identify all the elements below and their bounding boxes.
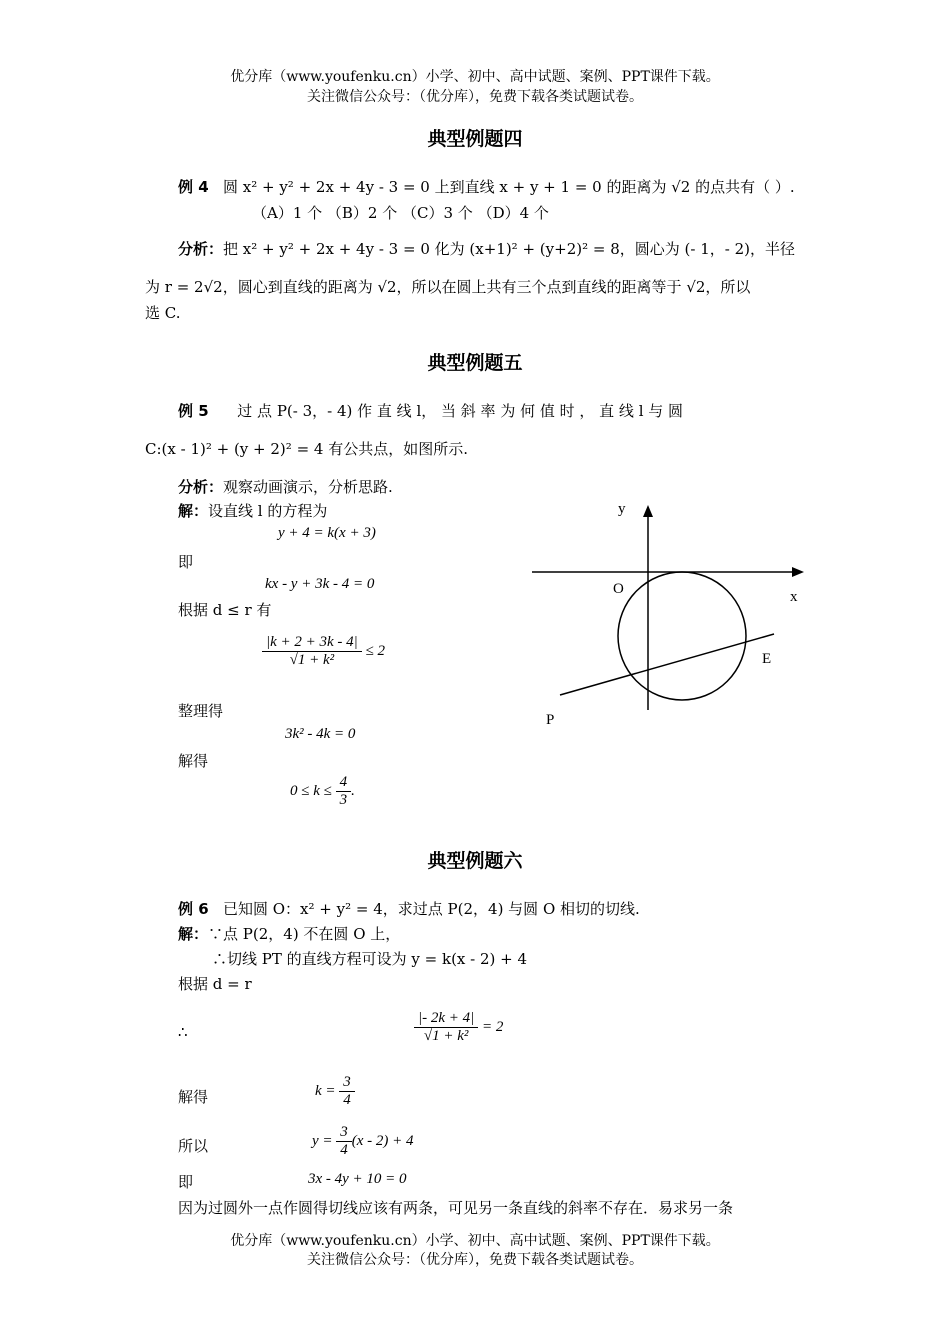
header-line-2: 关注微信公众号：（优分库），免费下载各类试题试卷。 bbox=[307, 89, 643, 105]
fraction bbox=[262, 634, 362, 669]
example-6-question bbox=[178, 898, 640, 919]
example-5-analysis bbox=[178, 476, 393, 497]
equation-quadratic: 3k² - 4k = 0 bbox=[285, 726, 356, 742]
section-6-title: 典型例题六 bbox=[427, 850, 523, 872]
fraction bbox=[339, 1074, 355, 1109]
label-p: P bbox=[546, 712, 555, 728]
example-6-label: 例 6 bbox=[178, 900, 209, 918]
therefore-symbol: ∴ bbox=[178, 1023, 188, 1041]
fraction bbox=[336, 774, 352, 809]
fraction-denominator: √1 + k² bbox=[423, 1028, 469, 1044]
k-lhs: k = bbox=[315, 1082, 336, 1099]
equation-line: y + 4 = k(x + 3) bbox=[278, 525, 376, 541]
label-y: y bbox=[618, 501, 626, 517]
text-ji: 即 bbox=[178, 1173, 194, 1191]
text-ji: 即 bbox=[178, 553, 194, 571]
analysis-label: 分析： bbox=[178, 240, 224, 258]
fraction-numerator: |k + 2 + 3k - 4| bbox=[262, 634, 362, 652]
equation-tangent-final: 3x - 4y + 10 = 0 bbox=[308, 1171, 407, 1187]
analysis-text: 把 x² + y² + 2x + 4y - 3 = 0 化为 (x+1)² + (y+2)² = 8，圆心为 (- 1，- 2)，半径 bbox=[223, 240, 795, 258]
text-so: 所以 bbox=[178, 1137, 209, 1155]
tangent-rhs: (x - 2) + 4 bbox=[351, 1132, 414, 1149]
text-condition: 根据 d ≤ r 有 bbox=[178, 601, 272, 619]
fraction-numerator: 3 bbox=[336, 1124, 352, 1142]
solution-k bbox=[315, 1074, 355, 1109]
equation-distance bbox=[414, 1010, 503, 1045]
section-5-title: 典型例题五 bbox=[427, 352, 523, 374]
example-4-analysis-2: 为 r = 2√2，圆心到直线的距离为 √2，所以在圆上共有三个点到直线的距离等于 √2，所以 bbox=[145, 278, 751, 296]
example-5-question-2: C:(x - 1)² + (y + 2)² = 4 有公共点，如图所示. bbox=[145, 440, 468, 458]
solution-label: 解： bbox=[178, 502, 209, 520]
inequality-rhs: ≤ 2 bbox=[365, 642, 386, 659]
example-5-text: 过 点 P(- 3，- 4) 作 直 线 l， 当 斜 率 为 何 值 时 ， 直 线 l 与 圆 bbox=[237, 402, 684, 420]
x-arrow-icon bbox=[792, 567, 804, 577]
fraction-numerator: 3 bbox=[339, 1074, 355, 1092]
example-5-label: 例 5 bbox=[178, 402, 209, 420]
fraction-numerator: 4 bbox=[336, 774, 352, 792]
text-simplify: 整理得 bbox=[178, 702, 224, 720]
solution-text: ∵点 P(2，4) 不在圆 O 上， bbox=[208, 925, 401, 943]
line-l bbox=[560, 634, 774, 695]
solution-label: 解： bbox=[178, 925, 209, 943]
label-x: x bbox=[790, 589, 798, 605]
range-end: . bbox=[351, 782, 355, 799]
inequality-distance bbox=[262, 634, 385, 669]
example-5-solution-1 bbox=[178, 500, 327, 521]
fraction bbox=[414, 1010, 478, 1045]
fraction-denominator: 4 bbox=[340, 1142, 348, 1158]
example-4-question bbox=[178, 176, 795, 197]
footer-line-1: 优分库（www.youfenku.cn）小学、初中、高中试题、案例、PPT课件下载。 bbox=[230, 1233, 720, 1249]
range-lhs: 0 ≤ k ≤ bbox=[290, 782, 332, 799]
fraction-numerator: |- 2k + 4| bbox=[414, 1010, 478, 1028]
example-4-text: 圆 x² + y² + 2x + 4y - 3 = 0 上到直线 x + y + 1 = 0 的距离为 √2 的点共有（ ）. bbox=[222, 178, 795, 196]
example-6-text: 已知圆 O：x² + y² = 4，求过点 P(2，4) 与圆 O 相切的切线. bbox=[222, 900, 640, 918]
example-4-options: （A）1 个 （B）2 个 （C）3 个 （D）4 个 bbox=[252, 204, 549, 222]
fraction bbox=[336, 1124, 352, 1159]
text-solve: 解得 bbox=[178, 752, 209, 770]
text-conclusion: 因为过圆外一点作圆得切线应该有两条，可见另一条直线的斜率不存在．易求另一条 bbox=[178, 1199, 734, 1217]
analysis-label: 分析： bbox=[178, 478, 224, 496]
example-4-label: 例 4 bbox=[178, 178, 209, 196]
example-5-question-1 bbox=[178, 400, 806, 421]
tangent-lhs: y = bbox=[312, 1132, 333, 1149]
label-o: O bbox=[613, 581, 624, 597]
header-line-1: 优分库（www.youfenku.cn）小学、初中、高中试题、案例、PPT课件下载。 bbox=[230, 69, 720, 85]
fraction-denominator: 3 bbox=[339, 792, 348, 808]
example-6-solution-3: 根据 d = r bbox=[178, 975, 252, 993]
example-4-analysis-1 bbox=[178, 238, 795, 259]
section-4-title: 典型例题四 bbox=[427, 128, 523, 150]
equation-general: kx - y + 3k - 4 = 0 bbox=[265, 576, 375, 592]
solution-range bbox=[290, 774, 355, 809]
fraction-denominator: 4 bbox=[343, 1092, 351, 1108]
analysis-text: 观察动画演示，分析思路. bbox=[223, 478, 393, 496]
circle-figure bbox=[500, 495, 820, 735]
equation-rhs: = 2 bbox=[482, 1018, 504, 1035]
text-solve: 解得 bbox=[178, 1088, 209, 1106]
example-6-solution-1 bbox=[178, 923, 400, 944]
example-4-analysis-3: 选 C. bbox=[145, 304, 181, 322]
solution-text: 设直线 l 的方程为 bbox=[208, 502, 328, 520]
circle-c bbox=[618, 572, 746, 700]
footer-line-2: 关注微信公众号：（优分库），免费下载各类试题试卷。 bbox=[307, 1252, 643, 1268]
label-e: E bbox=[762, 651, 772, 667]
fraction-denominator: √1 + k² bbox=[289, 652, 335, 668]
example-6-solution-2: ∴切线 PT 的直线方程可设为 y = k(x - 2) + 4 bbox=[212, 950, 528, 968]
y-arrow-icon bbox=[643, 505, 653, 517]
tangent-equation bbox=[312, 1124, 414, 1159]
